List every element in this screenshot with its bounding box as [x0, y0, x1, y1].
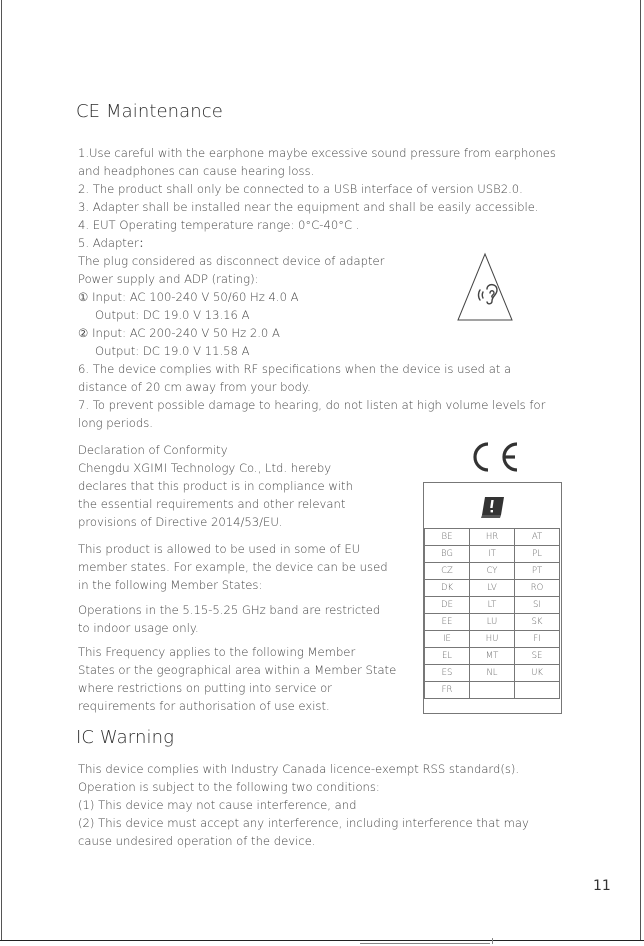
ce-item-line: 6. The device complies with RF specifications when the device is used at a [78, 362, 512, 376]
country-row [425, 648, 560, 665]
frequency-line: States or the geographical area within a Member State [78, 663, 397, 677]
country-cell: HU [470, 631, 515, 648]
country-table [424, 528, 560, 699]
country-cell: PT [515, 563, 560, 580]
declaration-line: the essential requirements and other relevant [78, 497, 346, 511]
ic-warning-title: IC Warning [76, 727, 174, 748]
frequency-line: requirements for authorisation of use exist. [78, 699, 330, 713]
country-cell: EL [425, 648, 470, 665]
country-cell [515, 682, 560, 699]
ce-item-line: distance of 20 cm away from your body. [78, 380, 311, 394]
country-cell: DE [425, 597, 470, 614]
device-alert-icon [480, 495, 506, 519]
country-cell: CZ [425, 563, 470, 580]
ce-item-line: 3. Adapter shall be installed near the equipment and shall be easily accessible. [78, 200, 539, 214]
ce-item-line: 5. Adapter： [78, 236, 151, 250]
country-row [425, 546, 560, 563]
country-cell: HR [470, 529, 515, 546]
adapter-line: Output: DC 19.0 V 13.16 A [95, 308, 250, 322]
bottom-mark-tick [492, 938, 493, 944]
bottom-mark [360, 943, 490, 944]
adapter-line: Power supply and ADP (rating): [78, 272, 259, 286]
country-cell: SI [515, 597, 560, 614]
country-cell: AT [515, 529, 560, 546]
country-row [425, 631, 560, 648]
adapter-line: The plug considered as disconnect device of adapter [78, 254, 385, 268]
country-cell [470, 682, 515, 699]
page-number: 11 [593, 878, 611, 894]
country-row [425, 682, 560, 699]
frequency-line: This Frequency applies to the following Member [78, 645, 356, 659]
country-cell: IE [425, 631, 470, 648]
ic-line: (1) This device may not cause interference, and [78, 798, 357, 812]
country-cell: SE [515, 648, 560, 665]
ce-item-line: and headphones can cause hearing loss. [78, 164, 315, 178]
country-cell: SK [515, 614, 560, 631]
country-cell: BE [425, 529, 470, 546]
country-cell: PL [515, 546, 560, 563]
ce-item-line: 4. EUT Operating temperature range: 0°C-40°C . [78, 218, 360, 232]
ce-item-line: 1.Use careful with the earphone maybe excessive sound pressure from earphones [78, 146, 556, 160]
country-cell: IT [470, 546, 515, 563]
country-row [425, 563, 560, 580]
country-cell: FR [425, 682, 470, 699]
ic-line: (2) This device must accept any interference, including interference that may [78, 816, 529, 830]
ic-line: This device complies with Industry Canada licence-exempt RSS standard(s). [78, 762, 520, 776]
country-cell: DK [425, 580, 470, 597]
ce-mark-icon [466, 439, 526, 475]
declaration-line: provisions of Directive 2014/53/EU. [78, 515, 283, 529]
page-border-right [640, 0, 641, 940]
band-block [78, 601, 380, 637]
frequency-line: where restrictions on putting into service or [78, 681, 332, 695]
member-states-line: This product is allowed to be used in some of EU [78, 542, 361, 556]
country-cell: LU [470, 614, 515, 631]
country-row [425, 529, 560, 546]
ce-item-line: long periods. [78, 416, 153, 430]
country-row [425, 614, 560, 631]
frequency-block [78, 643, 396, 715]
declaration-block [78, 441, 353, 531]
member-states-line: in the following Member States: [78, 578, 263, 592]
country-row [425, 597, 560, 614]
band-line: Operations in the 5.15-5.25 GHz band are restricted [78, 603, 381, 617]
country-cell: LT [470, 597, 515, 614]
ic-warning-block [78, 760, 529, 850]
country-cell: ES [425, 665, 470, 682]
ce-item-line: 7. To prevent possible damage to hearing, do not listen at high volume levels for [78, 398, 546, 412]
ic-line: Operation is subject to the following two conditions: [78, 780, 380, 794]
hearing-warning-icon [456, 252, 514, 322]
band-line: to indoor usage only. [78, 621, 199, 635]
adapter-line: ① Input: AC 100-240 V 50/60 Hz 4.0 A [78, 290, 299, 304]
country-cell: MT [470, 648, 515, 665]
declaration-line: Declaration of Conformity [78, 443, 228, 457]
country-cell: NL [470, 665, 515, 682]
country-cell: RO [515, 580, 560, 597]
country-cell: FI [515, 631, 560, 648]
country-restriction-box [423, 482, 562, 714]
declaration-line: Chengdu XGIMI Technology Co., Ltd. hereby [78, 461, 332, 475]
declaration-line: declares that this product is in compliance with [78, 479, 353, 493]
country-cell: BG [425, 546, 470, 563]
country-row [425, 665, 560, 682]
member-states-line: member states. For example, the device can be used [78, 560, 388, 574]
country-cell: EE [425, 614, 470, 631]
ic-line: cause undesired operation of the device. [78, 834, 316, 848]
country-cell: LV [470, 580, 515, 597]
country-cell: CY [470, 563, 515, 580]
member-states-block [78, 540, 388, 594]
adapter-line: ② Input: AC 200-240 V 50 Hz 2.0 A [78, 326, 280, 340]
country-row [425, 580, 560, 597]
page-border-left [1, 0, 2, 940]
adapter-line: Output: DC 19.0 V 11.58 A [95, 344, 250, 358]
ce-maintenance-title: CE Maintenance [76, 101, 223, 122]
country-cell: UK [515, 665, 560, 682]
page-border-bottom [0, 940, 644, 941]
ce-item-line: 2. The product shall only be connected to a USB interface of version USB2.0. [78, 182, 523, 196]
